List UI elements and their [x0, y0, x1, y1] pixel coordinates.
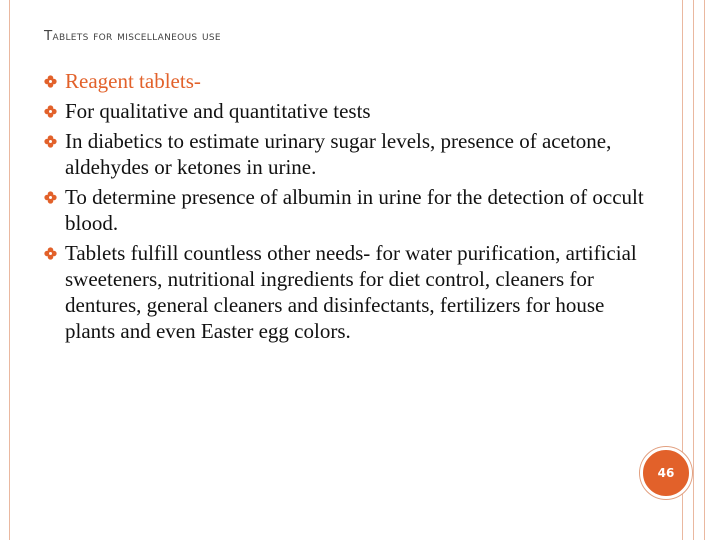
list-item [44, 240, 644, 344]
bullet-text: To determine presence of albumin in urine for the detection of occult blood. [65, 185, 644, 235]
bullet-flower-icon [44, 135, 57, 148]
slide-title: Tablets for miscellaneous use [44, 28, 221, 44]
bullet-list [44, 68, 644, 348]
bullet-flower-icon [44, 105, 57, 118]
list-item [44, 184, 644, 236]
decorative-line-left [9, 0, 10, 540]
bullet-flower-icon [44, 75, 57, 88]
list-item [44, 68, 644, 94]
bullet-text: Reagent tablets- [65, 69, 201, 93]
bullet-flower-icon [44, 191, 57, 204]
bullet-flower-icon [44, 247, 57, 260]
bullet-text: For qualitative and quantitative tests [65, 99, 371, 123]
decorative-line-right-3 [704, 0, 705, 540]
bullet-text: Tablets fulfill countless other needs- for water purification, artificial sweeteners, nutritional ingredients for diet control, cleaners for dentures, general cleaners and disinfectants, fertilizers for house plants and even Easter egg colors. [65, 241, 637, 343]
page-number-badge: 46 [640, 447, 692, 499]
bullet-text: In diabetics to estimate urinary sugar levels, presence of acetone, aldehydes or ketones in urine. [65, 129, 612, 179]
decorative-line-right-2 [693, 0, 694, 540]
list-item [44, 98, 644, 124]
list-item [44, 128, 644, 180]
